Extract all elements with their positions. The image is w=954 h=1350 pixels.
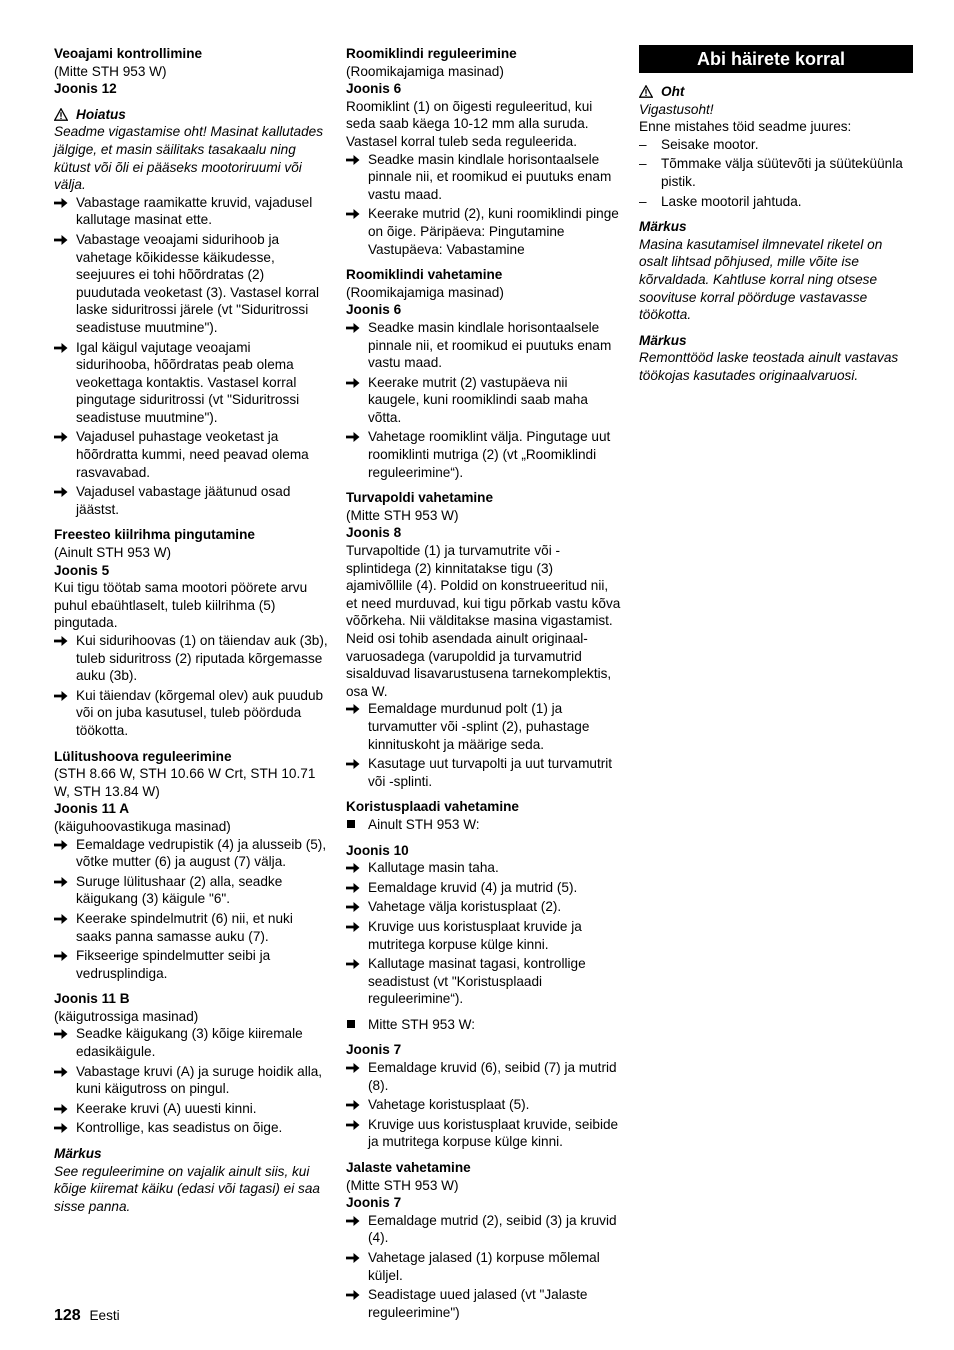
arrow-right-icon <box>54 1119 76 1134</box>
list-item-text: Vahetage jalased (1) korpuse mõlemal küljel. <box>368 1250 600 1283</box>
instruction-list <box>54 1025 328 1137</box>
list-item <box>346 428 622 481</box>
list-item-text: Vabastage veoajami sidurihoob ja vahetage kõikidesse käikudesse, seejuures ei tohi hõõrdratas (2) puudutada veoketast (3). Vastasel korral laske siduritrossi järele (vt "Siduritrossi seadistuse muutmine"). <box>76 231 320 335</box>
list-item <box>639 136 913 154</box>
list-item-text: Tõmmake välja süütevõti ja süüteküünla pistik. <box>661 156 903 189</box>
arrow-right-icon <box>54 910 76 925</box>
section-heading: Joonis 7 <box>346 1195 402 1211</box>
list-item-text: Keerake mutrit (2) vastupäeva nii kaugele, kuni roomiklindi saab maha võtta. <box>368 374 588 425</box>
list-item-text: Eemaldage kruvid (6), seibid (7) ja mutrid (8). <box>368 1060 617 1093</box>
list-item-text: Seisake mootor. <box>661 136 759 152</box>
list-item <box>346 898 622 916</box>
arrow-right-icon <box>346 859 368 874</box>
list-item <box>54 1063 328 1098</box>
instruction-list <box>54 194 328 519</box>
instruction-list <box>346 319 622 481</box>
list-item-text: Vahetage roomiklint välja. Pingutage uut roomiklinti mutriga (2) (vt „Roomiklindi reguleerimine“). <box>368 429 611 480</box>
column-right <box>639 45 913 385</box>
paragraph: Kui tigu töötab sama mootori pöörete arvu puhul ebaühtlaselt, tuleb kiilrihma (5) pingutada. <box>54 580 308 631</box>
dash-bullet: – <box>639 136 647 152</box>
paragraph: (Roomikajamiga masinad) <box>346 284 504 300</box>
list-item <box>346 1286 622 1321</box>
arrow-right-icon <box>346 879 368 894</box>
page-number: 128 <box>54 1307 81 1324</box>
list-item-text: Eemaldage kruvid (4) ja mutrid (5). <box>368 879 578 895</box>
paragraph: (Mitte STH 953 W) <box>54 63 167 79</box>
arrow-right-icon <box>54 687 76 702</box>
section-heading: Lülitushoova reguleerimine <box>54 748 232 764</box>
list-item-text: Keerake spindelmutrit (6) nii, et nuki saaks panna samasse auku (7). <box>76 910 293 944</box>
list-item <box>54 339 328 427</box>
section-heading: Veoajami kontrollimine <box>54 46 203 61</box>
instruction-list <box>346 1212 622 1322</box>
list-item <box>346 1116 622 1151</box>
page-footer <box>54 1307 120 1325</box>
list-item <box>54 687 328 740</box>
section-heading: Roomiklindi reguleerimine <box>346 46 517 61</box>
list-item <box>346 1016 622 1034</box>
arrow-right-icon <box>54 1100 76 1115</box>
list-item <box>54 873 328 908</box>
arrow-right-icon <box>346 955 368 970</box>
list-item <box>54 947 328 982</box>
list-item-text: Seadke käigukang (3) kõige kiiremale edasikäigule. <box>76 1026 303 1060</box>
list-item <box>346 374 622 427</box>
arrow-right-icon <box>346 205 368 220</box>
list-item-text: Kallutage masinat tagasi, kontrollige seadistust (vt "Koristusplaadi reguleerimine“). <box>368 956 586 1007</box>
paragraph: (Mitte STH 953 W) <box>346 1177 459 1193</box>
list-item <box>54 632 328 685</box>
arrow-right-icon <box>54 947 76 962</box>
list-item-text: Fikseerige spindelmutter seibi ja vedrusplindiga. <box>76 948 271 981</box>
list-item <box>54 836 328 871</box>
section-heading: Joonis 8 <box>346 525 402 541</box>
list-item <box>346 1249 622 1284</box>
instruction-list <box>54 836 328 983</box>
list-item <box>639 155 913 190</box>
instruction-list <box>346 1059 622 1151</box>
paragraph: (Ainult STH 953 W) <box>54 545 172 561</box>
arrow-right-icon <box>346 1286 368 1301</box>
paragraph: (Roomikajamiga masinad) <box>346 63 504 79</box>
list-item <box>346 859 622 877</box>
paragraph: Turvapoltide (1) ja turvamutrite või -splintidega (2) kinnitatakse tigu (3) ajamivõllile (4). Poldid on konstrueeritud nii, et need murduvad, kui tigu põrkab vastu kõva võõrkeha. Nii välditakse masina vigastamist. Neid osi tohib asendada ainult originaal-varuosadega (varupoldid ja turvamutrid sisalduvad lisavarustusena tarnekomplektis, osa W. <box>346 543 621 699</box>
list-item <box>346 151 622 204</box>
list-item <box>346 755 622 790</box>
list-item-text: Vabastage kruvi (A) ja suruge hoidik alla, kuni käigutross on pingul. <box>76 1063 323 1097</box>
list-item-text: Eemaldage vedrupistik (4) ja alusseib (5), võtke mutter (6) ja august (7) välja. <box>76 836 327 870</box>
section-heading: Joonis 11 A <box>54 801 130 817</box>
warning-heading-text: Hoiatus <box>76 106 126 122</box>
list-item-text: Ainult STH 953 W: <box>368 816 480 832</box>
footer-language: Eesti <box>89 1308 120 1323</box>
warning-heading <box>639 83 913 101</box>
dash-bullet: – <box>639 193 647 209</box>
list-item <box>54 1100 328 1118</box>
section-heading: Roomiklindi vahetamine <box>346 267 503 283</box>
list-item-text: Eemaldage mutrid (2), seibid (3) ja kruvid (4). <box>368 1212 617 1246</box>
arrow-right-icon <box>54 1025 76 1040</box>
list-item-text: Igal käigul vajutage veoajami sidurihooba, hõõrdratas peab olema veokettaga kontaktis. Vastasel korral pingutage siduritrossi (vt "Siduritrossi seadistuse muutmine"). <box>76 339 300 425</box>
section-title: Abi häirete korral <box>639 45 913 73</box>
arrow-right-icon <box>54 632 76 647</box>
list-item <box>346 816 622 834</box>
list-item <box>346 879 622 897</box>
warning-triangle-icon <box>639 85 653 98</box>
list-item <box>639 193 913 211</box>
list-item-text: Kruvige uus koristusplaat kruvide, seibide ja mutritega korpuse külge kinni. <box>368 1116 619 1150</box>
list-item <box>346 918 622 953</box>
list-item <box>346 319 622 372</box>
square-bullet-icon <box>346 816 368 828</box>
arrow-right-icon <box>346 898 368 913</box>
list-item <box>346 1212 622 1247</box>
instruction-list <box>54 632 328 740</box>
list-item-text: Vabastage raamikatte kruvid, vajadusel kallutage masinat ette. <box>76 194 313 228</box>
arrow-right-icon <box>54 1063 76 1078</box>
warning-triangle-icon <box>54 108 68 121</box>
list-item <box>54 231 328 337</box>
section-heading: Joonis 10 <box>346 842 409 858</box>
instruction-list <box>346 859 622 1008</box>
arrow-right-icon <box>346 755 368 770</box>
section-heading: Joonis 11 B <box>54 991 130 1007</box>
list-item-text: Kui sidurihoovas (1) on täiendav auk (3b), tuleb siduritross (2) riputada kõrgemasse auku (3b). <box>76 633 328 684</box>
arrow-right-icon <box>346 1249 368 1264</box>
italic-paragraph: See reguleerimine on vajalik ainult siis, kui kõige kiiremat käiku (edasi või tagasi) ei saa sisse panna. <box>54 1163 320 1214</box>
arrow-right-icon <box>54 231 76 246</box>
list-item-text: Seadke masin kindlale horisontaalsele pinnale nii, et roomikud ei puutuks enam vastu maad. <box>368 151 612 202</box>
arrow-right-icon <box>346 151 368 166</box>
arrow-right-icon <box>54 836 76 851</box>
list-item <box>54 428 328 481</box>
list-item-text: Kallutage masin taha. <box>368 860 499 876</box>
dash-bullet: – <box>639 156 647 172</box>
note-heading: Märkus <box>54 1146 102 1162</box>
section-heading: Freesteo kiilrihma pingutamine <box>54 527 255 543</box>
paragraph: Enne mistahes töid seadme juures: <box>639 119 852 135</box>
arrow-right-icon <box>346 700 368 715</box>
arrow-right-icon <box>346 428 368 443</box>
list-item-text: Suruge lülitushaar (2) alla, seadke käigukang (3) käigule "6". <box>76 873 283 907</box>
list-item <box>346 1096 622 1114</box>
section-heading: Jalaste vahetamine <box>346 1160 471 1176</box>
instruction-list <box>346 816 622 834</box>
list-item-text: Eemaldage murdunud polt (1) ja turvamutter või -splint (2), puhastage kinnituskoht ja määrige seda. <box>368 701 590 752</box>
list-item-text: Vahetage välja koristusplaat (2). <box>368 899 562 915</box>
instruction-list <box>639 136 913 210</box>
note-heading: Märkus <box>639 219 687 235</box>
section-heading: Joonis 5 <box>54 562 110 578</box>
list-item-text: Laske mootoril jahtuda. <box>661 193 802 209</box>
arrow-right-icon <box>346 1116 368 1131</box>
list-item <box>54 194 328 229</box>
italic-paragraph: Vigastusoht! <box>639 101 714 117</box>
list-item-text: Seadistage uued jalased (vt "Jalaste reguleerimine") <box>368 1287 588 1320</box>
list-item-text: Vajadusel puhastage veoketast ja hõõrdratta kummi, need peavad olema rasvavabad. <box>76 429 309 480</box>
list-item-text: Vahetage koristusplaat (5). <box>368 1097 530 1113</box>
arrow-right-icon <box>346 918 368 933</box>
note-heading: Märkus <box>639 332 687 348</box>
list-item-text: Kasutage uut turvapolti ja uut turvamutrit või -splinti. <box>368 756 613 789</box>
arrow-right-icon <box>54 194 76 209</box>
arrow-right-icon <box>54 428 76 443</box>
section-heading: Joonis 6 <box>346 302 402 318</box>
square-bullet-icon <box>346 1016 368 1028</box>
list-item-text: Mitte STH 953 W: <box>368 1016 476 1032</box>
italic-paragraph: Remonttööd laske teostada ainult vastavas töökojas kasutades originaalvaruosi. <box>639 350 899 383</box>
warning-heading <box>54 106 328 124</box>
arrow-right-icon <box>54 483 76 498</box>
list-item <box>346 955 622 1008</box>
section-heading: Joonis 7 <box>346 1042 402 1058</box>
warning-heading-text: Oht <box>661 84 685 99</box>
column-middle <box>346 45 622 1329</box>
list-item-text: Seadke masin kindlale horisontaalsele pinnale nii, et roomikud ei puutuks enam vastu maad. <box>368 319 612 371</box>
column-left <box>54 45 328 1215</box>
paragraph: (Mitte STH 953 W) <box>346 507 459 523</box>
list-item <box>54 910 328 945</box>
section-heading: Turvapoldi vahetamine <box>346 490 494 506</box>
italic-paragraph: Seadme vigastamise oht! Masinat kallutades jälgige, et masin säilitaks tasakaalu ning kütust või õli ei pääseks mootoriruumi või välja. <box>54 124 323 193</box>
list-item-text: Keerake kruvi (A) uuesti kinni. <box>76 1100 257 1116</box>
list-item <box>54 1025 328 1060</box>
paragraph: (käiguhoovastikuga masinad) <box>54 818 231 834</box>
list-item-text: Vajadusel vabastage jäätunud osad jäästst. <box>76 484 291 517</box>
list-item-text: Kontrollige, kas seadistus on õige. <box>76 1120 283 1136</box>
arrow-right-icon <box>54 873 76 888</box>
list-item <box>346 1059 622 1094</box>
arrow-right-icon <box>346 1059 368 1074</box>
list-item-text: Kui täiendav (kõrgemal olev) auk puudub või on juba kasutusel, tuleb pöörduda töökotta. <box>76 687 324 738</box>
instruction-list <box>346 151 622 259</box>
list-item <box>54 1119 328 1137</box>
instruction-list <box>346 1016 622 1034</box>
arrow-right-icon <box>346 374 368 389</box>
section-heading: Joonis 6 <box>346 81 402 97</box>
paragraph: (STH 8.66 W, STH 10.66 W Crt, STH 10.71 W, STH 13.84 W) <box>54 766 316 799</box>
arrow-right-icon <box>346 1212 368 1227</box>
list-item <box>346 205 622 258</box>
section-heading: Koristusplaadi vahetamine <box>346 799 519 815</box>
list-item-text: Kruvige uus koristusplaat kruvide ja mutritega korpuse külge kinni. <box>368 918 582 952</box>
instruction-list <box>346 700 622 790</box>
list-item <box>54 483 328 518</box>
list-item-text: Keerake mutrid (2), kuni roomiklindi pinge on õige. Päripäeva: Pingutamine Vastupäeva: Vabastamine <box>368 206 619 257</box>
paragraph: Roomiklint (1) on õigesti reguleeritud, kui seda saab käega 10-12 mm alla suruda. Vastasel korral tuleb seda reguleerida. <box>346 98 593 149</box>
arrow-right-icon <box>346 1096 368 1111</box>
paragraph: (käigutrossiga masinad) <box>54 1008 199 1024</box>
arrow-right-icon <box>54 339 76 354</box>
arrow-right-icon <box>346 319 368 334</box>
list-item <box>346 700 622 753</box>
italic-paragraph: Masina kasutamisel ilmnevatel riketel on osalt lihtsad põhjused, mille võite ise kõrvaldada. Kahtluse korral ning otsese soovituse korral pöörduge vastavasse töökotta. <box>639 236 883 323</box>
section-heading: Joonis 12 <box>54 81 117 97</box>
